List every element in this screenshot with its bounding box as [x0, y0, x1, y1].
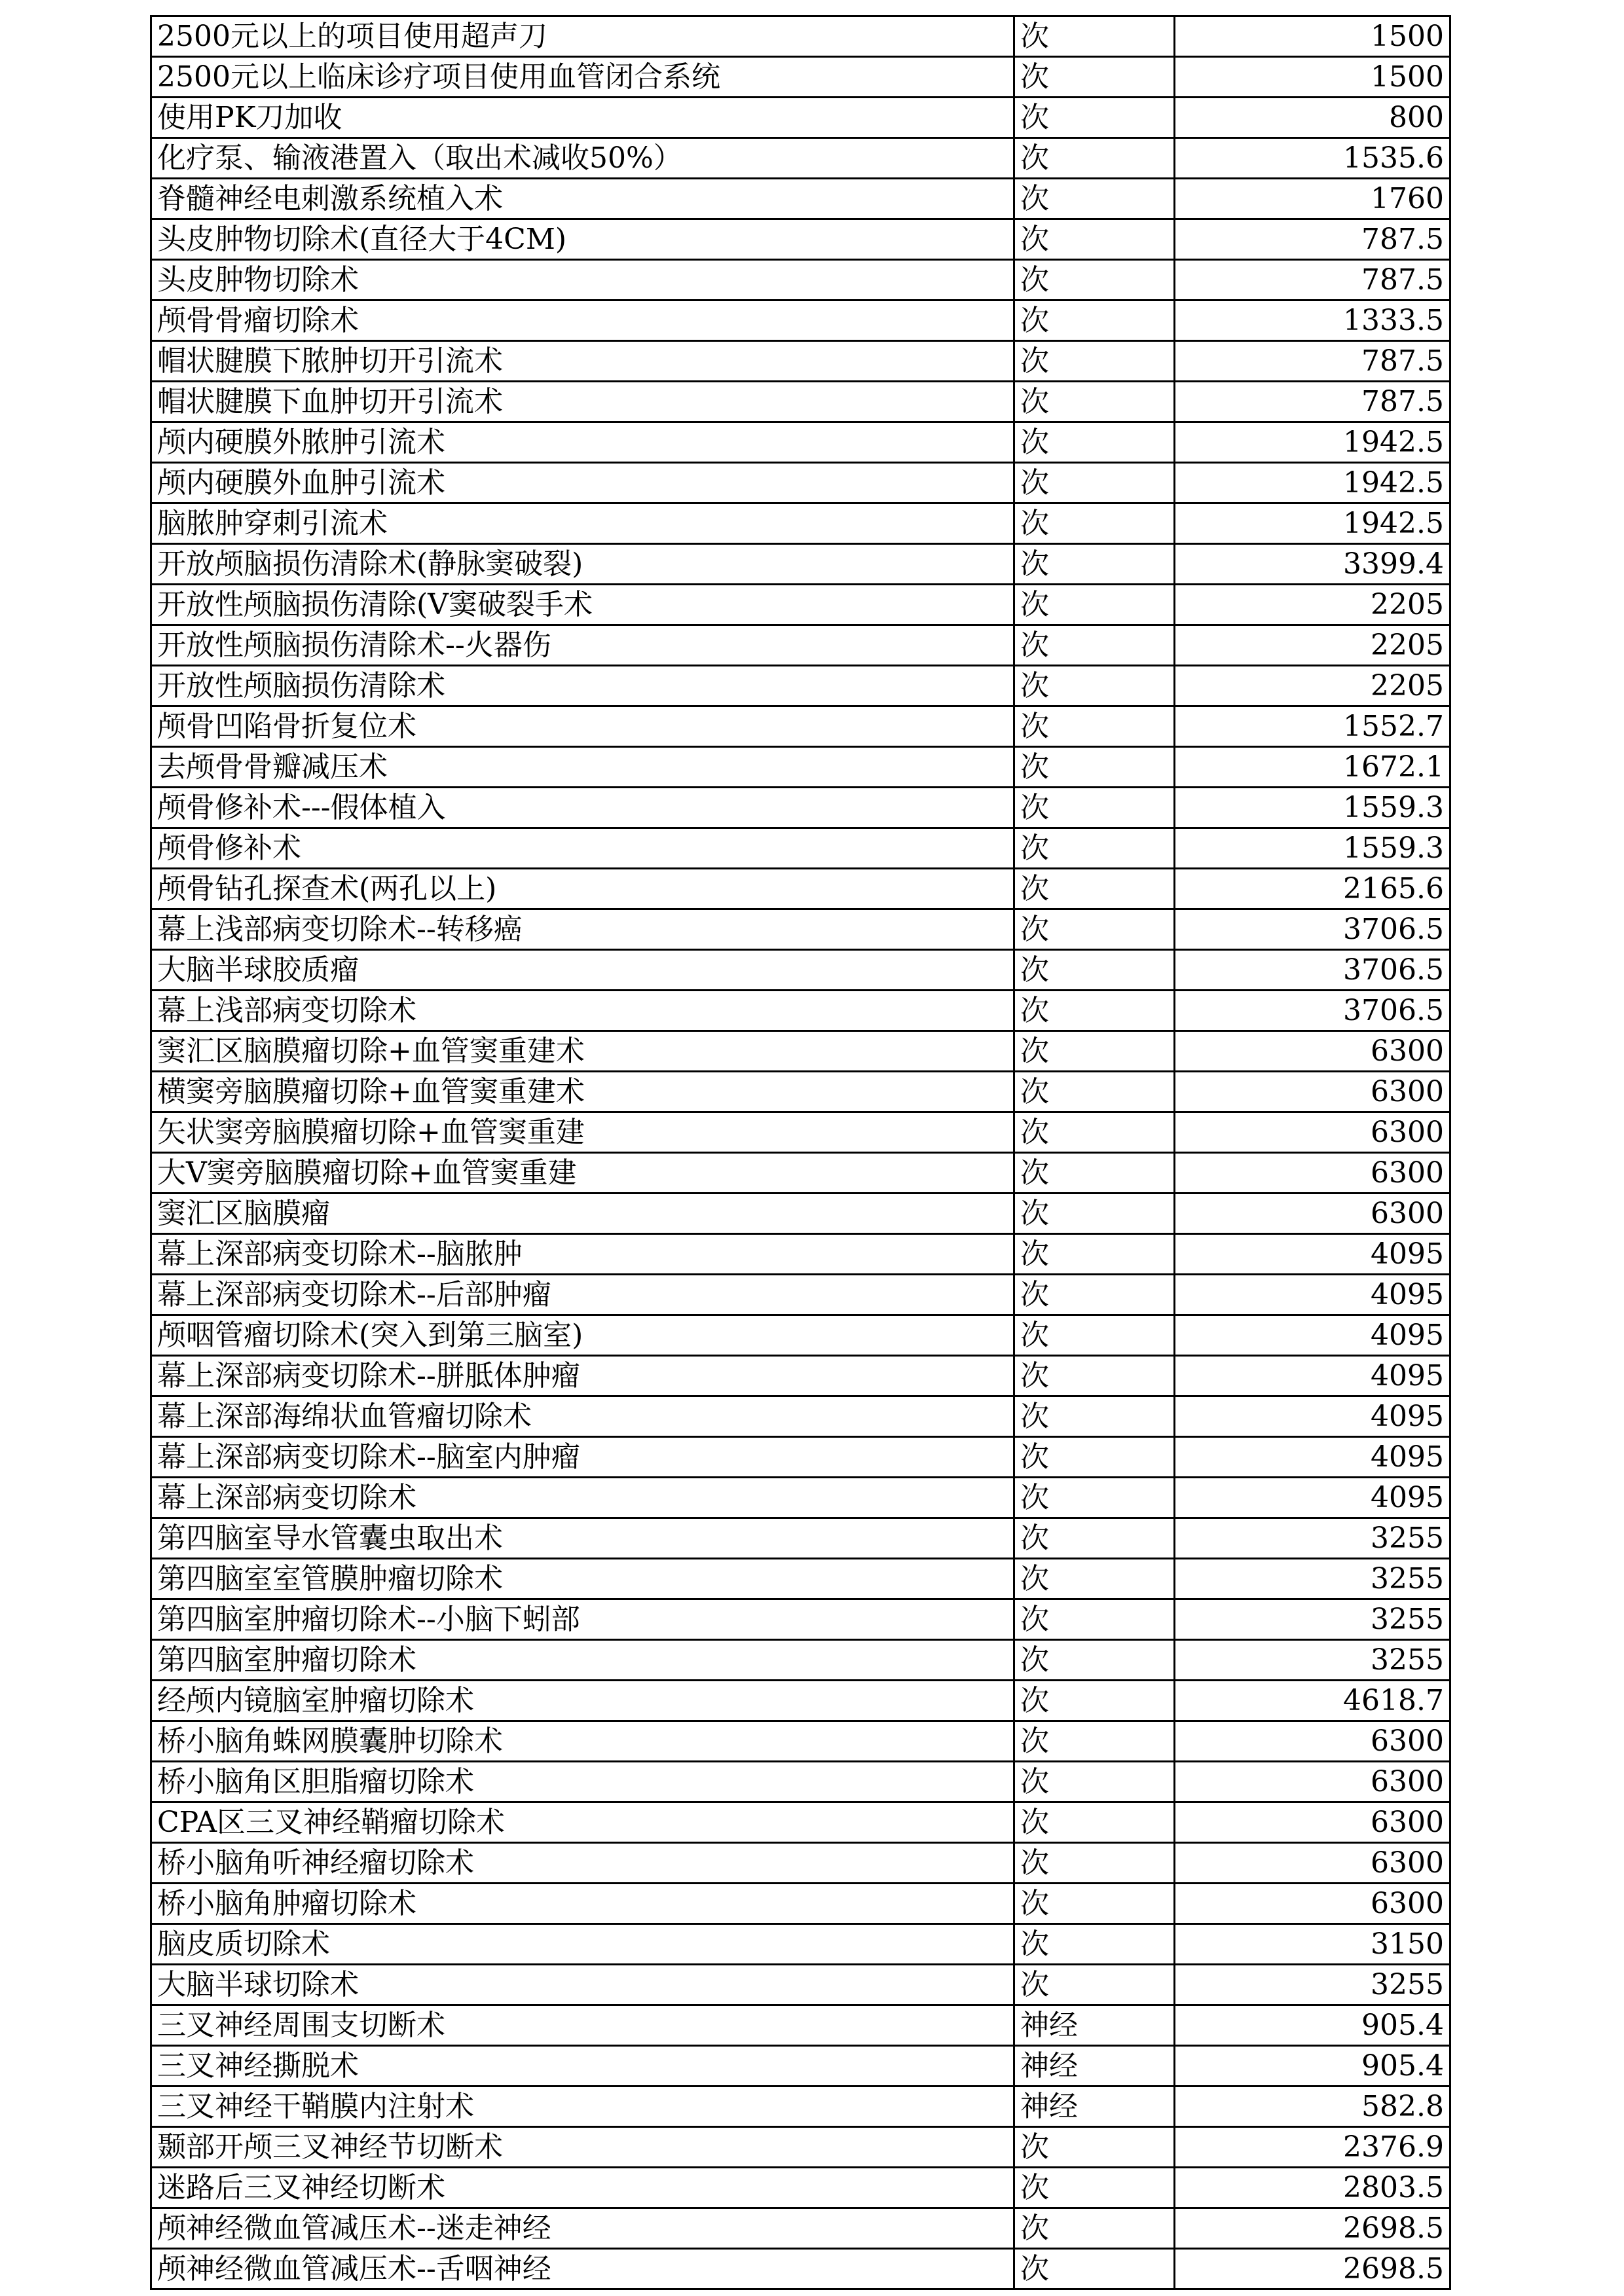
- unit-cell: 次: [1014, 747, 1175, 788]
- price-cell: 787.5: [1175, 219, 1450, 260]
- item-name-cell: 开放性颅脑损伤清除术--火器伤: [151, 625, 1014, 666]
- price-cell: 3255: [1175, 1599, 1450, 1640]
- price-cell: 6300: [1175, 1112, 1450, 1153]
- price-cell: 3150: [1175, 1924, 1450, 1965]
- unit-cell: 次: [1014, 1396, 1175, 1437]
- table-row: [151, 747, 1450, 788]
- item-name-cell: 第四脑室肿瘤切除术--小脑下蚓部: [151, 1599, 1014, 1640]
- table-row: [151, 219, 1450, 260]
- price-cell: 1500: [1175, 57, 1450, 98]
- price-table-body: [151, 16, 1450, 2289]
- table-row: [151, 503, 1450, 544]
- unit-cell: 次: [1014, 1234, 1175, 1275]
- price-cell: 4095: [1175, 1275, 1450, 1315]
- unit-cell: 次: [1014, 260, 1175, 301]
- table-row: [151, 1356, 1450, 1396]
- item-name-cell: 颅骨修补术---假体植入: [151, 788, 1014, 828]
- unit-cell: 次: [1014, 2168, 1175, 2208]
- item-name-cell: 幕上浅部病变切除术--转移癌: [151, 909, 1014, 950]
- table-row: [151, 1884, 1450, 1924]
- unit-cell: 次: [1014, 138, 1175, 179]
- table-row: [151, 1681, 1450, 1721]
- item-name-cell: 幕上深部病变切除术--脑室内肿瘤: [151, 1437, 1014, 1478]
- price-cell: 582.8: [1175, 2086, 1450, 2127]
- item-name-cell: 大V窦旁脑膜瘤切除+血管窦重建: [151, 1153, 1014, 1194]
- unit-cell: 次: [1014, 828, 1175, 869]
- table-row: [151, 1031, 1450, 1072]
- price-table: [150, 15, 1451, 2290]
- table-row: [151, 625, 1450, 666]
- price-cell: 3706.5: [1175, 991, 1450, 1031]
- unit-cell: 次: [1014, 422, 1175, 463]
- table-row: [151, 1194, 1450, 1234]
- unit-cell: 次: [1014, 1721, 1175, 1762]
- unit-cell: 次: [1014, 544, 1175, 585]
- table-row: [151, 1802, 1450, 1843]
- item-name-cell: 第四脑室室管膜肿瘤切除术: [151, 1559, 1014, 1599]
- price-cell: 3255: [1175, 1640, 1450, 1681]
- table-row: [151, 463, 1450, 503]
- unit-cell: 次: [1014, 2249, 1175, 2289]
- item-name-cell: 颅内硬膜外脓肿引流术: [151, 422, 1014, 463]
- table-row: [151, 1478, 1450, 1518]
- item-name-cell: 脑脓肿穿刺引流术: [151, 503, 1014, 544]
- item-name-cell: 帽状腱膜下脓肿切开引流术: [151, 341, 1014, 382]
- item-name-cell: 幕上浅部病变切除术: [151, 991, 1014, 1031]
- item-name-cell: 大脑半球切除术: [151, 1965, 1014, 2005]
- item-name-cell: 三叉神经撕脱术: [151, 2046, 1014, 2086]
- unit-cell: 次: [1014, 1599, 1175, 1640]
- table-row: [151, 585, 1450, 625]
- price-cell: 3706.5: [1175, 909, 1450, 950]
- unit-cell: 次: [1014, 788, 1175, 828]
- table-row: [151, 98, 1450, 138]
- unit-cell: 次: [1014, 869, 1175, 909]
- unit-cell: 次: [1014, 950, 1175, 991]
- price-cell: 1942.5: [1175, 463, 1450, 503]
- item-name-cell: 开放性颅脑损伤清除术: [151, 666, 1014, 706]
- unit-cell: 次: [1014, 463, 1175, 503]
- unit-cell: 神经: [1014, 2005, 1175, 2046]
- unit-cell: 次: [1014, 57, 1175, 98]
- unit-cell: 次: [1014, 1518, 1175, 1559]
- item-name-cell: 颞部开颅三叉神经节切断术: [151, 2127, 1014, 2168]
- unit-cell: 次: [1014, 179, 1175, 219]
- price-cell: 3255: [1175, 1965, 1450, 2005]
- item-name-cell: 颅神经微血管减压术--迷走神经: [151, 2208, 1014, 2249]
- price-cell: 4095: [1175, 1315, 1450, 1356]
- table-row: [151, 2249, 1450, 2289]
- price-cell: 4095: [1175, 1234, 1450, 1275]
- table-row: [151, 2208, 1450, 2249]
- table-row: [151, 828, 1450, 869]
- table-row: [151, 422, 1450, 463]
- price-cell: 1942.5: [1175, 422, 1450, 463]
- price-cell: 3255: [1175, 1559, 1450, 1599]
- unit-cell: 次: [1014, 625, 1175, 666]
- table-row: [151, 179, 1450, 219]
- item-name-cell: 开放颅脑损伤清除术(静脉窦破裂): [151, 544, 1014, 585]
- item-name-cell: 幕上深部病变切除术--后部肿瘤: [151, 1275, 1014, 1315]
- table-row: [151, 138, 1450, 179]
- item-name-cell: 颅内硬膜外血肿引流术: [151, 463, 1014, 503]
- item-name-cell: 幕上深部海绵状血管瘤切除术: [151, 1396, 1014, 1437]
- price-cell: 6300: [1175, 1802, 1450, 1843]
- item-name-cell: 颅咽管瘤切除术(突入到第三脑室): [151, 1315, 1014, 1356]
- unit-cell: 次: [1014, 1640, 1175, 1681]
- price-cell: 6300: [1175, 1072, 1450, 1112]
- item-name-cell: 第四脑室导水管囊虫取出术: [151, 1518, 1014, 1559]
- unit-cell: 次: [1014, 585, 1175, 625]
- price-cell: 905.4: [1175, 2005, 1450, 2046]
- unit-cell: 次: [1014, 1924, 1175, 1965]
- unit-cell: 次: [1014, 706, 1175, 747]
- item-name-cell: 桥小脑角区胆脂瘤切除术: [151, 1762, 1014, 1802]
- item-name-cell: 幕上深部病变切除术--脑脓肿: [151, 1234, 1014, 1275]
- item-name-cell: 三叉神经周围支切断术: [151, 2005, 1014, 2046]
- item-name-cell: 帽状腱膜下血肿切开引流术: [151, 382, 1014, 422]
- price-cell: 6300: [1175, 1884, 1450, 1924]
- item-name-cell: 桥小脑角蛛网膜囊肿切除术: [151, 1721, 1014, 1762]
- item-name-cell: 幕上深部病变切除术--胼胝体肿瘤: [151, 1356, 1014, 1396]
- table-row: [151, 706, 1450, 747]
- price-cell: 800: [1175, 98, 1450, 138]
- price-cell: 1500: [1175, 16, 1450, 57]
- item-name-cell: 2500元以上的项目使用超声刀: [151, 16, 1014, 57]
- item-name-cell: 颅骨钻孔探查术(两孔以上): [151, 869, 1014, 909]
- table-row: [151, 1112, 1450, 1153]
- table-row: [151, 2046, 1450, 2086]
- price-cell: 4618.7: [1175, 1681, 1450, 1721]
- price-cell: 6300: [1175, 1153, 1450, 1194]
- table-row: [151, 1640, 1450, 1681]
- unit-cell: 次: [1014, 503, 1175, 544]
- price-cell: 905.4: [1175, 2046, 1450, 2086]
- price-cell: 4095: [1175, 1437, 1450, 1478]
- unit-cell: 次: [1014, 1194, 1175, 1234]
- price-cell: 787.5: [1175, 260, 1450, 301]
- unit-cell: 次: [1014, 1965, 1175, 2005]
- price-cell: 6300: [1175, 1762, 1450, 1802]
- item-name-cell: 三叉神经干鞘膜内注射术: [151, 2086, 1014, 2127]
- item-name-cell: 窦汇区脑膜瘤切除+血管窦重建术: [151, 1031, 1014, 1072]
- unit-cell: 神经: [1014, 2046, 1175, 2086]
- item-name-cell: 头皮肿物切除术: [151, 260, 1014, 301]
- item-name-cell: 窦汇区脑膜瘤: [151, 1194, 1014, 1234]
- price-cell: 1333.5: [1175, 301, 1450, 341]
- unit-cell: 神经: [1014, 2086, 1175, 2127]
- table-row: [151, 1315, 1450, 1356]
- table-row: [151, 869, 1450, 909]
- table-row: [151, 341, 1450, 382]
- unit-cell: 次: [1014, 1153, 1175, 1194]
- item-name-cell: 使用PK刀加收: [151, 98, 1014, 138]
- price-cell: 2698.5: [1175, 2208, 1450, 2249]
- unit-cell: 次: [1014, 1356, 1175, 1396]
- price-cell: 787.5: [1175, 341, 1450, 382]
- table-row: [151, 1965, 1450, 2005]
- table-row: [151, 1843, 1450, 1884]
- unit-cell: 次: [1014, 2127, 1175, 2168]
- price-cell: 4095: [1175, 1396, 1450, 1437]
- table-row: [151, 260, 1450, 301]
- item-name-cell: 经颅内镜脑室肿瘤切除术: [151, 1681, 1014, 1721]
- unit-cell: 次: [1014, 2208, 1175, 2249]
- unit-cell: 次: [1014, 341, 1175, 382]
- unit-cell: 次: [1014, 219, 1175, 260]
- price-cell: 1942.5: [1175, 503, 1450, 544]
- price-cell: 2698.5: [1175, 2249, 1450, 2289]
- table-row: [151, 1721, 1450, 1762]
- table-row: [151, 1599, 1450, 1640]
- item-name-cell: CPA区三叉神经鞘瘤切除术: [151, 1802, 1014, 1843]
- item-name-cell: 横窦旁脑膜瘤切除+血管窦重建术: [151, 1072, 1014, 1112]
- unit-cell: 次: [1014, 382, 1175, 422]
- unit-cell: 次: [1014, 1315, 1175, 1356]
- unit-cell: 次: [1014, 1762, 1175, 1802]
- price-cell: 2803.5: [1175, 2168, 1450, 2208]
- table-row: [151, 1559, 1450, 1599]
- table-row: [151, 909, 1450, 950]
- table-row: [151, 301, 1450, 341]
- item-name-cell: 化疗泵、输液港置入（取出术减收50%）: [151, 138, 1014, 179]
- price-cell: 1559.3: [1175, 788, 1450, 828]
- table-row: [151, 16, 1450, 57]
- price-cell: 1535.6: [1175, 138, 1450, 179]
- table-row: [151, 2005, 1450, 2046]
- price-cell: 3399.4: [1175, 544, 1450, 585]
- unit-cell: 次: [1014, 1802, 1175, 1843]
- item-name-cell: 脑皮质切除术: [151, 1924, 1014, 1965]
- table-row: [151, 666, 1450, 706]
- item-name-cell: 桥小脑角听神经瘤切除术: [151, 1843, 1014, 1884]
- item-name-cell: 颅骨骨瘤切除术: [151, 301, 1014, 341]
- item-name-cell: 去颅骨骨瓣减压术: [151, 747, 1014, 788]
- unit-cell: 次: [1014, 1843, 1175, 1884]
- table-row: [151, 382, 1450, 422]
- unit-cell: 次: [1014, 1112, 1175, 1153]
- table-row: [151, 1153, 1450, 1194]
- unit-cell: 次: [1014, 16, 1175, 57]
- unit-cell: 次: [1014, 1031, 1175, 1072]
- item-name-cell: 颅骨凹陷骨折复位术: [151, 706, 1014, 747]
- table-row: [151, 2127, 1450, 2168]
- table-row: [151, 991, 1450, 1031]
- item-name-cell: 颅骨修补术: [151, 828, 1014, 869]
- table-row: [151, 2168, 1450, 2208]
- price-cell: 2205: [1175, 585, 1450, 625]
- unit-cell: 次: [1014, 98, 1175, 138]
- table-row: [151, 1437, 1450, 1478]
- unit-cell: 次: [1014, 1884, 1175, 1924]
- price-cell: 6300: [1175, 1843, 1450, 1884]
- table-row: [151, 950, 1450, 991]
- price-cell: 1672.1: [1175, 747, 1450, 788]
- price-cell: 2165.6: [1175, 869, 1450, 909]
- table-row: [151, 1924, 1450, 1965]
- table-row: [151, 1275, 1450, 1315]
- price-cell: 2205: [1175, 666, 1450, 706]
- item-name-cell: 第四脑室肿瘤切除术: [151, 1640, 1014, 1681]
- item-name-cell: 矢状窦旁脑膜瘤切除+血管窦重建: [151, 1112, 1014, 1153]
- item-name-cell: 脊髓神经电刺激系统植入术: [151, 179, 1014, 219]
- unit-cell: 次: [1014, 1559, 1175, 1599]
- table-row: [151, 57, 1450, 98]
- unit-cell: 次: [1014, 301, 1175, 341]
- unit-cell: 次: [1014, 909, 1175, 950]
- table-row: [151, 1072, 1450, 1112]
- item-name-cell: 头皮肿物切除术(直径大于4CM): [151, 219, 1014, 260]
- price-cell: 787.5: [1175, 382, 1450, 422]
- item-name-cell: 桥小脑角肿瘤切除术: [151, 1884, 1014, 1924]
- table-row: [151, 2086, 1450, 2127]
- item-name-cell: 大脑半球胶质瘤: [151, 950, 1014, 991]
- unit-cell: 次: [1014, 1072, 1175, 1112]
- table-row: [151, 1518, 1450, 1559]
- table-row: [151, 1396, 1450, 1437]
- price-cell: 6300: [1175, 1194, 1450, 1234]
- price-cell: 1559.3: [1175, 828, 1450, 869]
- item-name-cell: 幕上深部病变切除术: [151, 1478, 1014, 1518]
- unit-cell: 次: [1014, 1681, 1175, 1721]
- table-row: [151, 1234, 1450, 1275]
- price-cell: 1552.7: [1175, 706, 1450, 747]
- price-cell: 3255: [1175, 1518, 1450, 1559]
- table-row: [151, 788, 1450, 828]
- unit-cell: 次: [1014, 1275, 1175, 1315]
- price-cell: 2376.9: [1175, 2127, 1450, 2168]
- unit-cell: 次: [1014, 1478, 1175, 1518]
- item-name-cell: 开放性颅脑损伤清除(V窦破裂手术: [151, 585, 1014, 625]
- unit-cell: 次: [1014, 666, 1175, 706]
- price-cell: 1760: [1175, 179, 1450, 219]
- item-name-cell: 2500元以上临床诊疗项目使用血管闭合系统: [151, 57, 1014, 98]
- price-cell: 2205: [1175, 625, 1450, 666]
- item-name-cell: 迷路后三叉神经切断术: [151, 2168, 1014, 2208]
- price-cell: 6300: [1175, 1031, 1450, 1072]
- price-cell: 3706.5: [1175, 950, 1450, 991]
- table-row: [151, 544, 1450, 585]
- table-row: [151, 1762, 1450, 1802]
- price-cell: 4095: [1175, 1356, 1450, 1396]
- unit-cell: 次: [1014, 1437, 1175, 1478]
- item-name-cell: 颅神经微血管减压术--舌咽神经: [151, 2249, 1014, 2289]
- unit-cell: 次: [1014, 991, 1175, 1031]
- price-cell: 4095: [1175, 1478, 1450, 1518]
- price-cell: 6300: [1175, 1721, 1450, 1762]
